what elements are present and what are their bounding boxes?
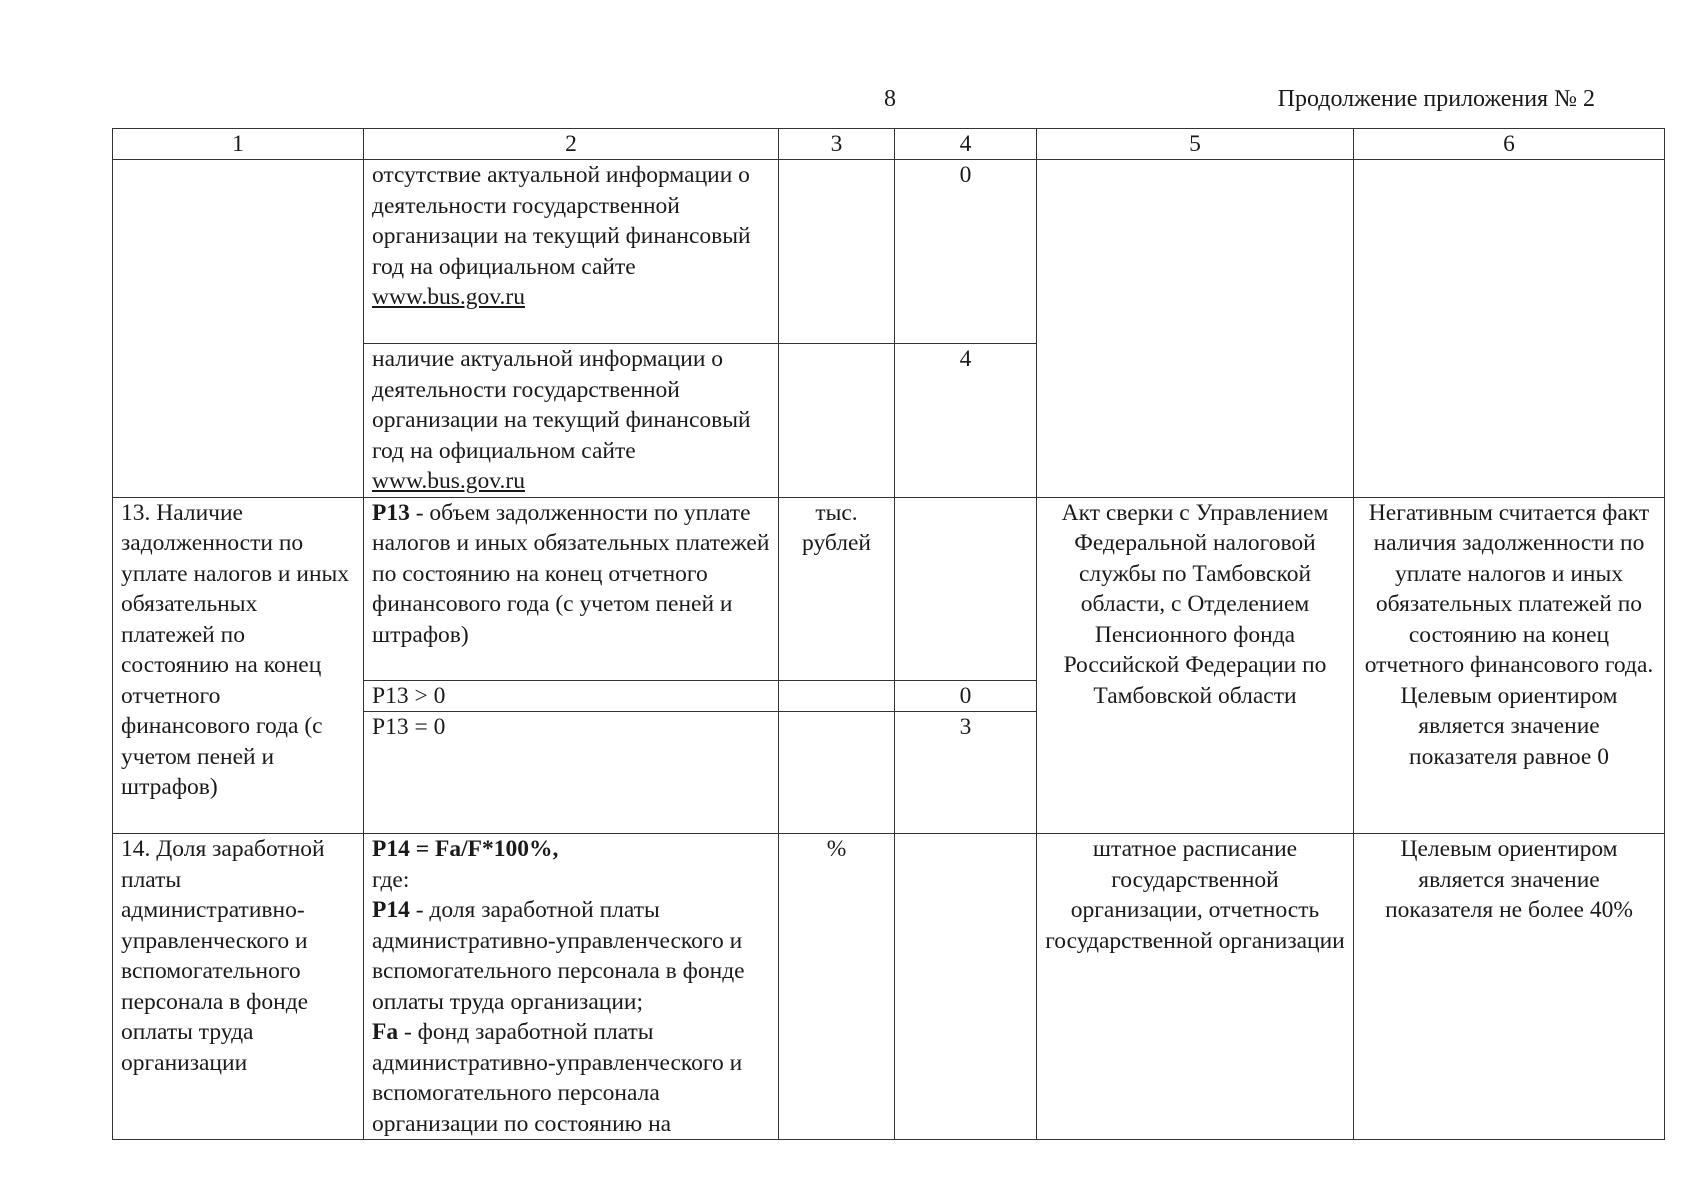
table-row — [113, 497, 1665, 680]
criterion-cell: отсутствие актуальной информации о деятельности государственной организации на текущий финансовый год на официальном сайте www.bus.gov.ru — [364, 160, 779, 344]
unit-cell — [779, 712, 895, 834]
source-cell: штатное расписание государственной организации, отчетность государственной организации — [1037, 834, 1354, 1140]
note-cell — [1354, 160, 1665, 498]
indicators-table — [112, 128, 1665, 1140]
score-cell: 3 — [895, 712, 1037, 834]
column-numbers-row — [113, 129, 1665, 160]
note-cell: Негативным считается факт наличия задолженности по уплате налогов и иных обязательных платежей по состоянию на конец отчетного финансового года. Целевым ориентиром является значение показателя равное 0 — [1354, 497, 1665, 834]
note-cell: Целевым ориентиром является значение показателя не более 40% — [1354, 834, 1665, 1140]
column-number: 6 — [1354, 129, 1665, 160]
table-row — [113, 834, 1665, 1140]
indicator-cell: 13. Наличие задолженности по уплате налогов и иных обязательных платежей по состоянию на конец отчетного финансового года (с учетом пеней и штрафов) — [113, 497, 364, 834]
column-number: 5 — [1037, 129, 1354, 160]
appendix-header: Продолжение приложения № 2 — [1277, 86, 1595, 112]
table-row — [113, 160, 1665, 344]
score-cell — [895, 834, 1037, 1140]
source-cell — [1037, 160, 1354, 498]
site-link[interactable]: www.bus.gov.ru — [372, 468, 525, 494]
formula-cell: Р13 - объем задолженности по уплате налогов и иных обязательных платежей по состоянию на конец отчетного финансового года (с учетом пеней и штрафов) — [364, 497, 779, 680]
column-number: 4 — [895, 129, 1037, 160]
page-number: 8 — [884, 86, 896, 112]
column-number: 3 — [779, 129, 895, 160]
unit-cell — [779, 160, 895, 344]
unit-cell — [779, 680, 895, 712]
criterion-cell: наличие актуальной информации о деятельности государственной организации на текущий финансовый год на официальном сайте www.bus.gov.ru — [364, 344, 779, 498]
unit-cell: тыс. рублей — [779, 497, 895, 680]
condition-cell: Р13 > 0 — [364, 680, 779, 712]
score-cell: 0 — [895, 160, 1037, 344]
site-link[interactable]: www.bus.gov.ru — [372, 284, 525, 310]
indicator-cell — [113, 160, 364, 498]
score-cell — [895, 497, 1037, 680]
unit-cell: % — [779, 834, 895, 1140]
unit-cell — [779, 344, 895, 498]
source-cell: Акт сверки с Управлением Федеральной налоговой службы по Тамбовской области, с Отделением Пенсионного фонда Российской Федерации по Тамбовской области — [1037, 497, 1354, 834]
column-number: 1 — [113, 129, 364, 160]
indicator-cell: 14. Доля заработной платы административно-управленческого и вспомогательного персонала в фонде оплаты труда организации — [113, 834, 364, 1140]
score-cell: 4 — [895, 344, 1037, 498]
column-number: 2 — [364, 129, 779, 160]
formula: Р14 = Fa/F*100%, — [372, 836, 559, 862]
score-cell: 0 — [895, 680, 1037, 712]
formula-cell: Р14 = Fa/F*100%, где: Р14 - доля заработной платы административно-управленческого и вспомогательного персонала в фонде оплаты труда организации; Fa - фонд заработной платы административно-управленческого и вспомогательного персонала организации по состоянию на — [364, 834, 779, 1140]
condition-cell: Р13 = 0 — [364, 712, 779, 834]
